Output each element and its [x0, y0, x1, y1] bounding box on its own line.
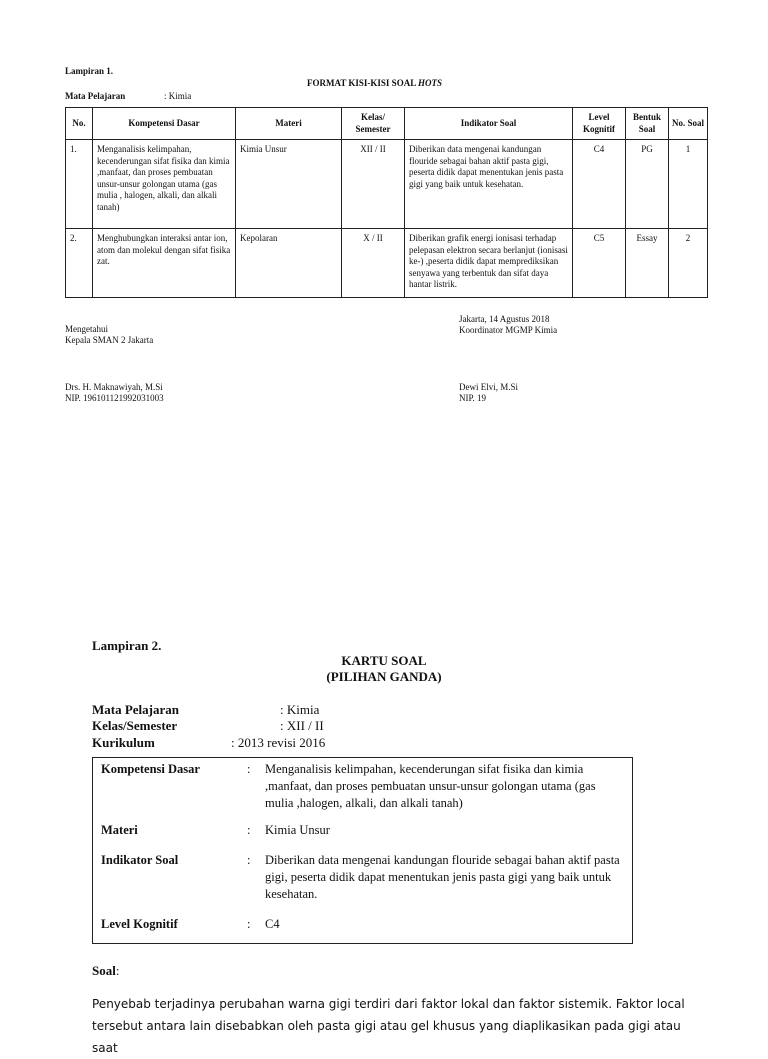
- lampiran-2-label: Lampiran 2.: [92, 638, 162, 653]
- indikator-label: Indikator Soal: [101, 853, 179, 867]
- level-colon: :: [247, 917, 251, 931]
- lampiran-1-label: Lampiran 1.: [65, 66, 114, 76]
- soal-label: Soal: [92, 963, 116, 978]
- p2-kelas-label: Kelas/Semester: [92, 718, 178, 733]
- principal-name: Drs. H. Maknawiyah, M.Si: [65, 382, 163, 392]
- cell-kelas: X / II: [342, 229, 405, 298]
- coordinator-name: Dewi Elvi, M.Si: [459, 382, 519, 392]
- p2-kelas-value: : XII / II: [280, 718, 324, 733]
- cell-kd: Menganalisis kelimpahan, kecenderungan sifat fisika dan kimia ,manfaat, dan proses pembuatan unsur-unsur golongan utama (gas mulia , halogen, alkali, dan alkali tanah): [93, 140, 236, 229]
- cell-nosoal: 2: [669, 229, 708, 298]
- cell-no: 1.: [66, 140, 93, 229]
- place-date: Jakarta, 14 Agustus 2018: [459, 314, 550, 324]
- cell-bentuk: Essay: [626, 229, 669, 298]
- cell-level: C5: [573, 229, 626, 298]
- cell-kd: Menghubungkan interaksi antar ion, atom dan molekul dengan sifat fisika zat.: [93, 229, 236, 298]
- indikator-colon: :: [247, 853, 251, 867]
- soal-text: Penyebab terjadinya perubahan warna gigi terdiri dari faktor lokal dan faktor sistemik. Faktor local tersebut antara lain disebabkan oleh pasta gigi atau gel khusus yang diaplikasikan pada gigi atau saat: [92, 997, 685, 1055]
- cell-no: 2.: [66, 229, 93, 298]
- principal-nip: NIP. 196101121992031003: [65, 393, 164, 403]
- kd-label: Kompetensi Dasar: [101, 762, 200, 776]
- format-title: [307, 78, 442, 89]
- soal-colon: :: [115, 963, 120, 978]
- table-header-row: [66, 108, 708, 140]
- header-no: No.: [66, 108, 93, 140]
- cell-materi: Kepolaran: [236, 229, 342, 298]
- p2-mapel-value: : Kimia: [280, 702, 320, 717]
- materi-value: Kimia Unsur: [265, 823, 330, 837]
- header-kd: Kompetensi Dasar: [93, 108, 236, 140]
- format-title-italic: HOTS: [417, 78, 442, 88]
- p2-mapel-label: Mata Pelajaran: [92, 702, 180, 717]
- coordinator-nip: NIP. 19: [459, 393, 487, 403]
- header-indikator: Indikator Soal: [405, 108, 573, 140]
- kd-colon: :: [247, 762, 251, 776]
- table-row: [66, 229, 708, 298]
- header-kelas: Kelas/ Semester: [342, 108, 405, 140]
- header-bentuk: Bentuk Soal: [626, 108, 669, 140]
- cell-nosoal: 1: [669, 140, 708, 229]
- cell-level: C4: [573, 140, 626, 229]
- header-materi: Materi: [236, 108, 342, 140]
- p2-kurikulum-label: Kurikulum: [92, 735, 155, 750]
- cell-indikator: Diberikan grafik energi ionisasi terhadap pelepasan elektron secara berlanjut (ionisasi ke-) ,peserta didik dapat memprediksikan senyawa yang terbentuk dan sifat daya hantar listrik.: [405, 229, 573, 298]
- coordinator-role: Koordinator MGMP Kimia: [459, 325, 558, 335]
- table-row: [66, 140, 708, 229]
- header-nosoal: No. Soal: [669, 108, 708, 140]
- mapel-value: : Kimia: [164, 91, 192, 101]
- cell-materi: Kimia Unsur: [236, 140, 342, 229]
- indikator-value: Diberikan data mengenai kandungan flouride sebagai bahan aktif pasta gigi, peserta didik dapat menentukan jenis pasta gigi yang baik untuk kesehatan.: [265, 853, 620, 901]
- cell-bentuk: PG: [626, 140, 669, 229]
- format-title-text: FORMAT KISI-KISI SOAL: [307, 78, 418, 88]
- header-level: Level Kognitif: [573, 108, 626, 140]
- kartu-soal-title-text: KARTU SOAL: [341, 653, 427, 668]
- level-label: Level Kognitif: [101, 917, 178, 931]
- mengetahui-label: Mengetahui: [65, 324, 108, 334]
- kd-value: Menganalisis kelimpahan, kecenderungan sifat fisika dan kimia ,manfaat, dan proses pembuatan unsur-unsur golongan utama (gas mulia ,halogen, alkali, dan alkali tanah): [265, 762, 596, 810]
- p2-kurikulum-value: : 2013 revisi 2016: [231, 735, 326, 750]
- kartu-soal-box: [92, 757, 633, 944]
- materi-colon: :: [247, 823, 251, 837]
- pilihan-ganda-title: (PILIHAN GANDA): [326, 669, 442, 684]
- cell-indikator: Diberikan data mengenai kandungan flouride sebagai bahan aktif pasta gigi, peserta didik dapat menentukan jenis pasta gigi yang baik untuk kesehatan.: [405, 140, 573, 229]
- kisi-kisi-table: [65, 107, 708, 298]
- principal-role: Kepala SMAN 2 Jakarta: [65, 335, 154, 345]
- cell-kelas: XII / II: [342, 140, 405, 229]
- mapel-label: Mata Pelajaran: [65, 91, 126, 101]
- level-value: C4: [265, 917, 280, 931]
- kartu-soal-title: [0, 652, 768, 669]
- soal-heading: [92, 962, 119, 979]
- materi-label: Materi: [101, 823, 138, 837]
